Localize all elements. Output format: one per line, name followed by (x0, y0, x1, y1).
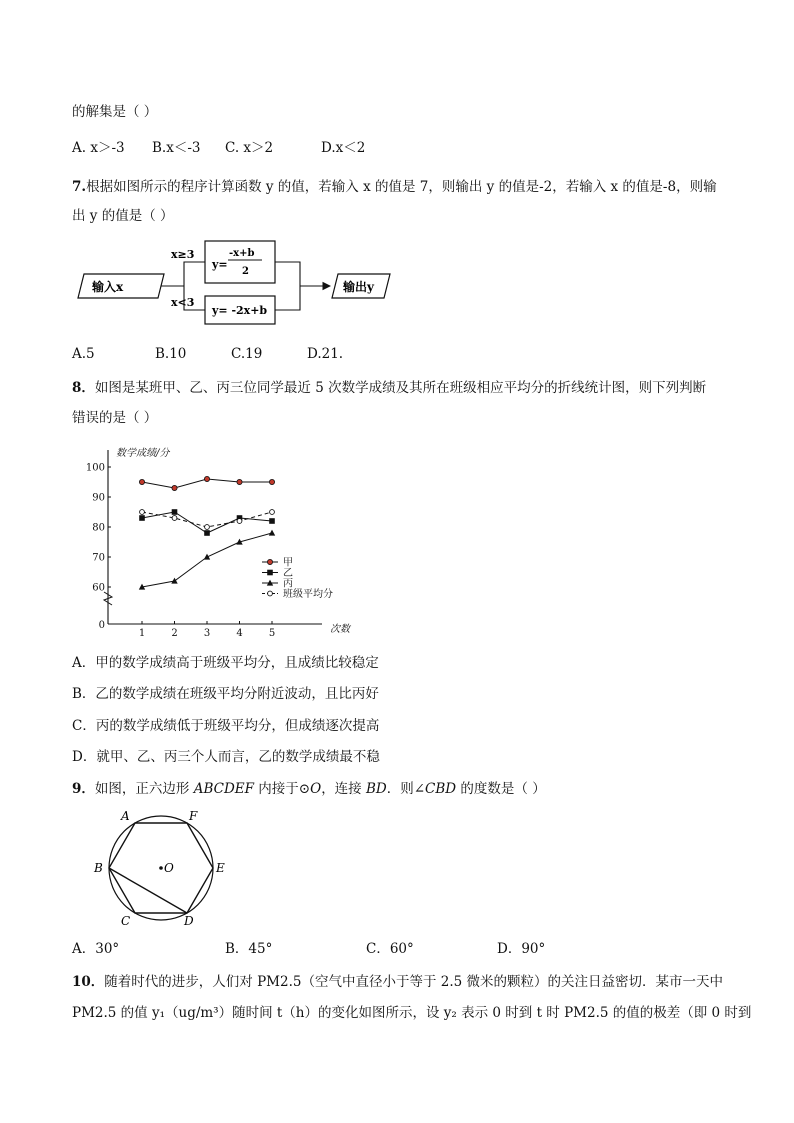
q7-option-c: C.19 (231, 346, 263, 362)
series-4-point (140, 510, 145, 515)
q6-option-b: B.x＜-3 (152, 140, 201, 156)
flow-formula-top-num: -x+b (229, 248, 255, 259)
q8-option-d: D．就甲、乙、丙三个人而言，乙的数学成绩最不稳 (72, 749, 380, 765)
flow-merge-lines (275, 262, 330, 310)
q10-stem-line2: PM2.5 的值 y₁（ug/m³）随时间 t（h）的变化如图所示，设 y₂ 表示 0 时到 t 时 PM2.5 的值的极差（即 0 时到 (72, 1005, 752, 1021)
y-axis-break (104, 592, 112, 605)
y-axis-label: 数学成绩/分 (116, 448, 170, 459)
flow-cond-bottom: x<3 (171, 296, 195, 309)
series-3-point (171, 578, 177, 584)
x-tick-label: 5 (268, 628, 276, 639)
q6-stem-tail: 的解集是（ ） (72, 104, 158, 120)
segment-bd (109, 868, 187, 913)
q7-option-b: B.10 (155, 346, 187, 362)
x-axis-label: 次数 (330, 624, 350, 635)
series-4-point (270, 510, 275, 515)
series-2-point (269, 518, 275, 524)
q7-option-a: A.5 (72, 346, 95, 362)
legend-label-3: 丙 (283, 578, 293, 590)
flow-formula-top-box (205, 241, 275, 283)
label-c: C (121, 914, 131, 928)
q7-number: 7. (72, 179, 87, 195)
q8-option-b: B．乙的数学成绩在班级平均分附近波动，且比丙好 (72, 686, 379, 702)
series-4-point (205, 525, 210, 530)
q8-stem-line1: 8．如图是某班甲、乙、丙三位同学最近 5 次数学成绩及其所在班级相应平均分的折线统计图，则下列判断 (72, 380, 707, 396)
label-f: F (189, 809, 198, 823)
q9-option-d: D．90° (497, 941, 546, 957)
label-o: O (164, 861, 174, 875)
x-tick-label: 1 (138, 628, 146, 639)
q8-option-a: A．甲的数学成绩高于班级平均分，且成绩比较稳定 (72, 655, 379, 671)
q9-number: 9． (72, 781, 95, 797)
q8-number: 8． (72, 380, 95, 396)
series-3-point (204, 554, 210, 560)
flow-input-box (78, 274, 164, 298)
series-4-point (237, 519, 242, 524)
q7-stem-line1: 7.根据如图所示的程序计算函数 y 的值，若输入 x 的值是 7，则输出 y 的值是-2，若输入 x 的值是-8，则输 (72, 179, 717, 195)
q9-option-c: C．60° (366, 941, 414, 957)
flow-input-label: 输入x (92, 280, 124, 294)
q7-option-d: D.21. (307, 346, 344, 362)
legend-label-4: 班级平均分 (283, 589, 333, 600)
y-tick-label: 100 (85, 462, 105, 474)
y-tick-label: 70 (92, 552, 105, 564)
legend-marker-1 (267, 559, 272, 564)
flow-output-box (332, 274, 390, 298)
q7-flowchart (72, 238, 402, 333)
legend-label-2: 乙 (283, 568, 293, 579)
x-tick-label: 3 (203, 628, 211, 639)
label-e: E (216, 861, 225, 875)
series-1-point (237, 479, 242, 484)
series-2-point (172, 509, 178, 515)
flow-formula-top-den: 2 (242, 266, 249, 277)
q10-number: 10． (72, 974, 105, 990)
series-1-point (204, 476, 209, 481)
q10-stem-line1: 10．随着时代的进步，人们对 PM2.5（空气中直径小于等于 2.5 微米的颗粒）的关注日益密切．某市一天中 (72, 974, 724, 990)
series-4-point (172, 516, 177, 521)
flow-output-label: 输出y (343, 280, 374, 294)
x-tick-label: 4 (236, 628, 243, 639)
legend-marker-2 (267, 570, 273, 576)
q8-stem-line2: 错误的是（ ） (72, 410, 158, 426)
flow-formula-top-prefix: y= (212, 258, 228, 271)
q6-option-d: D.x＜2 (321, 140, 366, 156)
legend-label-1: 甲 (283, 557, 293, 569)
legend-marker-4 (268, 591, 273, 596)
series-3-point (269, 530, 275, 536)
series-2-point (204, 530, 210, 536)
flow-formula-bottom-box (205, 296, 275, 324)
label-a: A (121, 809, 130, 823)
q8-line-chart (85, 442, 360, 639)
q9-option-b: B．45° (225, 941, 273, 957)
flow-cond-top: x≥3 (171, 248, 195, 261)
x-tick-label: 2 (171, 628, 178, 639)
series-line-3 (142, 533, 272, 587)
series-1-point (269, 479, 274, 484)
series-1-point (139, 479, 144, 484)
q9-stem: 9．如图，正六边形 ABCDEF 内接于⊙O，连接 BD．则∠CBD 的度数是（ ） (72, 781, 546, 797)
series-1-point (172, 485, 177, 490)
series-2-point (139, 515, 145, 521)
q7-stem-line2: 出 y 的值是（ ） (72, 208, 174, 224)
label-d: D (184, 914, 194, 928)
y-tick-label: 90 (92, 492, 105, 504)
y-tick-label: 80 (92, 522, 105, 534)
label-b: B (94, 861, 103, 875)
q9-hexagon-figure (90, 808, 235, 930)
y-tick-label: 60 (92, 582, 105, 594)
origin-label: 0 (98, 620, 105, 631)
q8-option-c: C．丙的数学成绩低于班级平均分，但成绩逐次提高 (72, 718, 380, 734)
q6-option-a: A. x＞-3 (72, 140, 125, 156)
q6-option-c: C. x＞2 (225, 140, 274, 156)
center-point-o (159, 866, 163, 870)
flow-formula-bottom: y= -2x+b (212, 304, 268, 317)
q9-option-a: A．30° (72, 941, 120, 957)
